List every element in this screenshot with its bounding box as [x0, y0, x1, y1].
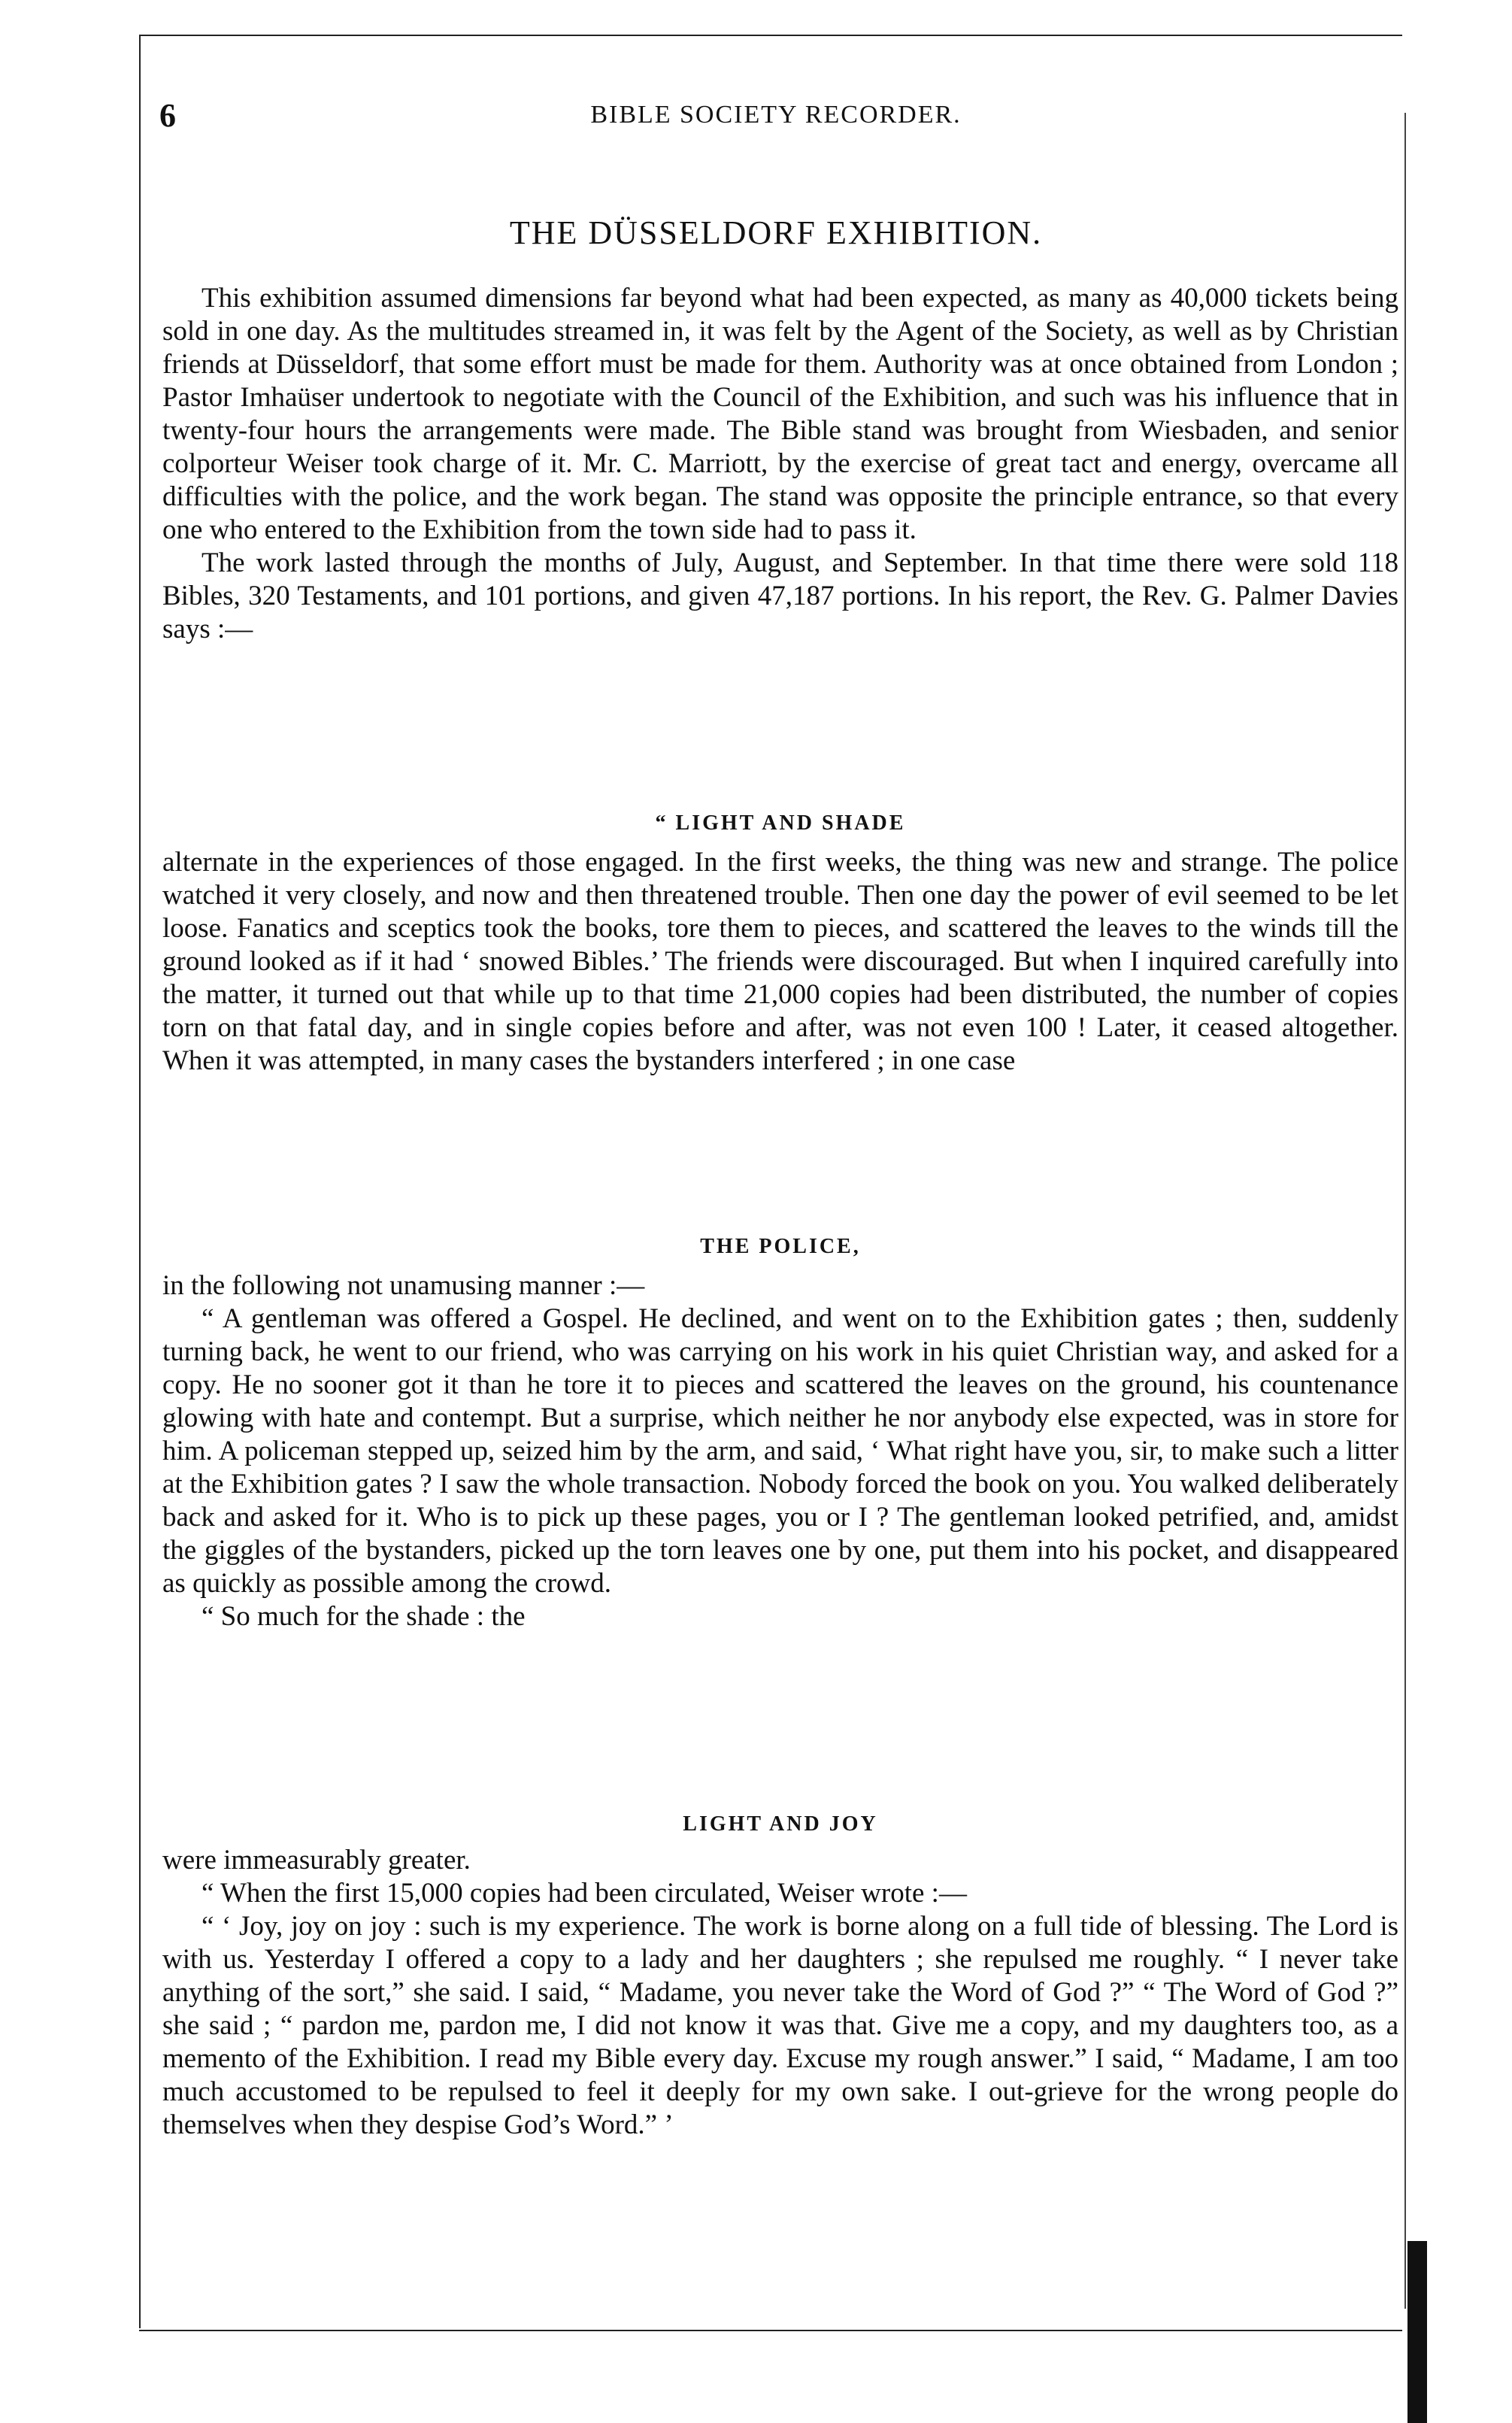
running-title: BIBLE SOCIETY RECORDER.	[590, 101, 962, 129]
frame-left-rule	[139, 35, 141, 2328]
light-and-joy-section	[162, 1844, 1398, 2142]
intro-paragraph: The work lasted through the months of July, August, and September. In that time there were sold 118 Bibles, 320 Testaments, and 101 portions, and given 47,187 portions. In his report, the Rev. G. Palmer Davies says :—	[162, 547, 1398, 644]
section-paragraph: in the following not unamusing manner :—	[162, 1270, 645, 1301]
section-paragraph: “ ‘ Joy, joy on joy : such is my experience. The work is borne along on a full tide of blessing. The Lord is with us. Yesterday I offered a copy to a lady and her daughters ; she repulsed me roughly. “ I never take anything of the sort,” she said. I said, “ Madame, you never take the Word of God ?” “ The Word of God ?” she said ; “ pardon me, pardon me, I did not know it was that. Give me a copy, and my daughters too, as a memento of the Exhibition. I read my Bible every day. Excuse my rough answer.” I said, “ Madame, I am too much accustomed to be repulsed to feel it deeply for my own sake. I out-grieve for the wrong people do themselves when they despise God’s Word.” ’	[162, 1911, 1398, 2140]
police-section	[162, 1269, 1398, 1633]
light-and-shade-section	[162, 846, 1398, 1078]
subhead-light-and-shade: “ LIGHT AND SHADE	[655, 811, 906, 835]
intro-section	[162, 282, 1398, 646]
section-paragraph: “ A gentleman was offered a Gospel. He declined, and went on to the Exhibition gates ; then, suddenly turning back, he went to our friend, who was carrying on his work in his quiet Christian way, and asked for a copy. He no sooner got it than he tore it to pieces and scattered the leaves on the ground, his countenance glowing with hate and contempt. But a surprise, which neither he nor anybody else expected, was in store for him. A policeman stepped up, seized him by the arm, and said, ‘ What right have you, sir, to make such a litter at the Exhibition gates ? I saw the whole transaction. Nobody forced the book on you. You walked deliberately back and asked for it. Who is to pick up these pages, you or I ? The gentleman looked petrified, and, amidst the giggles of the bystanders, picked up the torn leaves one by one, put them into his pocket, and disappeared as quickly as possible among the crowd.	[162, 1303, 1398, 1599]
frame-bottom-rule	[139, 2330, 1402, 2331]
article-title: THE DÜSSELDORF EXHIBITION.	[509, 214, 1043, 251]
subhead-the-police: THE POLICE,	[700, 1235, 861, 1258]
section-paragraph: “ When the first 15,000 copies had been circulated, Weiser wrote :—	[201, 1878, 967, 1909]
scan-edge-shadow	[1407, 2241, 1427, 2423]
page-number: 6	[159, 97, 176, 134]
subhead-light-and-joy: LIGHT AND JOY	[683, 1812, 878, 1836]
frame-right-rule	[1404, 113, 1406, 2309]
frame-top-rule	[139, 35, 1402, 36]
section-paragraph: were immeasurably greater.	[162, 1845, 471, 1876]
intro-paragraph: This exhibition assumed dimensions far beyond what had been expected, as many as 40,000 tickets being sold in one day. As the multitudes streamed in, it was felt by the Agent of the Society, as well as by Christian friends at Düsseldorf, that some effort must be made for them. Authority was at once obtained from London ; Pastor Imhaüser undertook to negotiate with the Council of the Exhibition, and such was his influence that in twenty-four hours the arrangements were made. The Bible stand was brought from Wiesbaden, and senior colporteur Weiser took charge of it. Mr. C. Marriott, by the exercise of great tact and energy, overcame all difficulties with the police, and the work began. The stand was opposite the principle entrance, so that every one who entered to the Exhibition from the town side had to pass it.	[162, 283, 1398, 545]
section-paragraph: alternate in the experiences of those engaged. In the first weeks, the thing was new and strange. The police watched it very closely, and now and then threatened trouble. Then one day the power of evil seemed to be let loose. Fanatics and sceptics took the books, tore them to pieces, and scattered the leaves to the winds till the ground looked as if it had ‘ snowed Bibles.’ The friends were discouraged. But when I inquired carefully into the matter, it turned out that while up to that time 21,000 copies had been distributed, the number of copies torn on that fatal day, and in single copies before and after, was not even 100 ! Later, it ceased altogether. When it was attempted, in many cases the bystanders interfered ; in one case	[162, 847, 1398, 1076]
page-header	[159, 96, 1392, 134]
section-paragraph: “ So much for the shade : the	[201, 1601, 526, 1632]
